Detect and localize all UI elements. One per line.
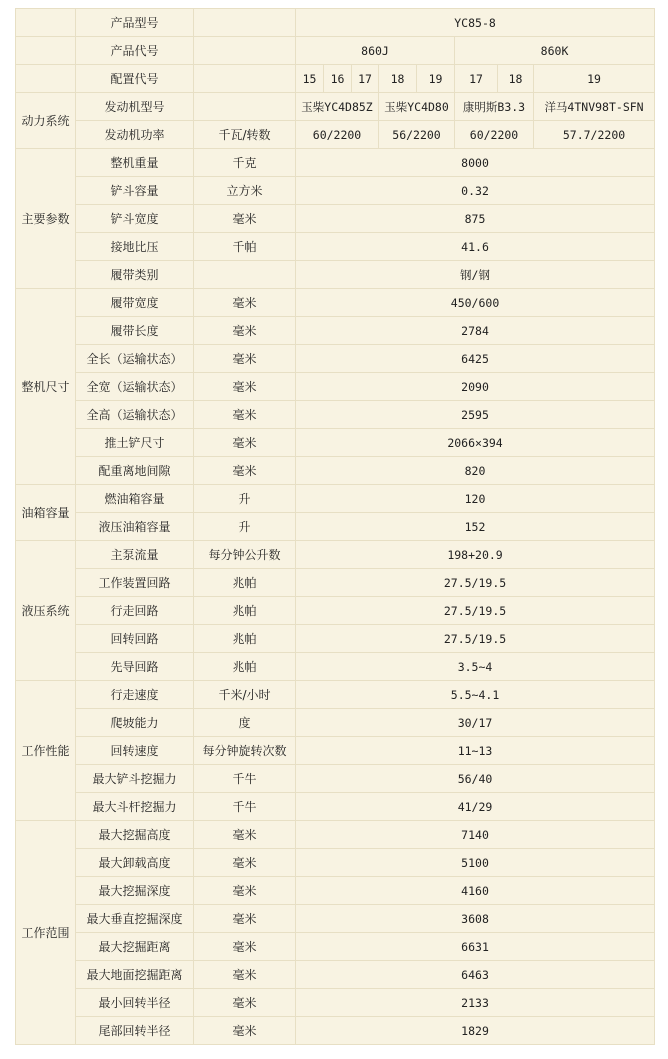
value-cell: 41/29 [296, 793, 655, 821]
unit-cell: 兆帕 [194, 569, 296, 597]
unit-cell [194, 65, 296, 93]
table-row [16, 961, 655, 989]
table-row [16, 261, 655, 289]
row-label: 产品代号 [76, 37, 194, 65]
row-label: 全长（运输状态） [76, 345, 194, 373]
group-cell [16, 9, 76, 37]
engine-value: 康明斯B3.3 [455, 93, 534, 121]
table-row [16, 541, 655, 569]
table-row [16, 877, 655, 905]
row-label: 最大垂直挖掘深度 [76, 905, 194, 933]
spec-table [15, 8, 655, 1045]
config-value: 17 [455, 65, 498, 93]
row-label: 最小回转半径 [76, 989, 194, 1017]
table-row [16, 401, 655, 429]
table-row [16, 569, 655, 597]
value-cell: 3.5~4 [296, 653, 655, 681]
unit-cell: 每分钟公升数 [194, 541, 296, 569]
value-cell: 2784 [296, 317, 655, 345]
group-label: 动力系统 [16, 93, 76, 149]
value-cell: 1829 [296, 1017, 655, 1045]
row-label: 履带宽度 [76, 289, 194, 317]
row-label: 行走回路 [76, 597, 194, 625]
unit-cell [194, 93, 296, 121]
row-label: 全宽（运输状态） [76, 373, 194, 401]
unit-cell [194, 9, 296, 37]
unit-cell: 毫米 [194, 401, 296, 429]
row-label: 履带类别 [76, 261, 194, 289]
table-row [16, 625, 655, 653]
row-label: 最大地面挖掘距离 [76, 961, 194, 989]
row-label: 最大卸载高度 [76, 849, 194, 877]
group-label: 油箱容量 [16, 485, 76, 541]
unit-cell: 千帕 [194, 233, 296, 261]
output-value: 57.7/2200 [534, 121, 655, 149]
value-cell: 2066×394 [296, 429, 655, 457]
code-value: 860K [455, 37, 655, 65]
row-label: 配置代号 [76, 65, 194, 93]
row-label: 工作装置回路 [76, 569, 194, 597]
value-cell: 7140 [296, 821, 655, 849]
row-label: 燃油箱容量 [76, 485, 194, 513]
value-cell: 27.5/19.5 [296, 597, 655, 625]
value-cell: 6425 [296, 345, 655, 373]
output-value: 56/2200 [379, 121, 455, 149]
unit-cell: 毫米 [194, 849, 296, 877]
value-cell: 120 [296, 485, 655, 513]
value-cell: 820 [296, 457, 655, 485]
table-row [16, 93, 655, 121]
model-value: YC85-8 [296, 9, 655, 37]
unit-cell: 毫米 [194, 373, 296, 401]
config-value: 19 [417, 65, 455, 93]
row-label: 爬坡能力 [76, 709, 194, 737]
unit-cell: 毫米 [194, 205, 296, 233]
config-value: 16 [324, 65, 352, 93]
value-cell: 6463 [296, 961, 655, 989]
row-label: 整机重量 [76, 149, 194, 177]
unit-cell: 千牛 [194, 793, 296, 821]
unit-cell: 毫米 [194, 457, 296, 485]
unit-cell: 兆帕 [194, 653, 296, 681]
table-row [16, 989, 655, 1017]
table-row [16, 373, 655, 401]
unit-cell: 毫米 [194, 1017, 296, 1045]
unit-cell: 毫米 [194, 429, 296, 457]
unit-cell: 毫米 [194, 821, 296, 849]
unit-cell: 千瓦/转数 [194, 121, 296, 149]
unit-cell: 毫米 [194, 933, 296, 961]
value-cell: 2090 [296, 373, 655, 401]
table-row [16, 65, 655, 93]
value-cell: 11~13 [296, 737, 655, 765]
value-cell: 2133 [296, 989, 655, 1017]
table-row [16, 121, 655, 149]
row-label: 履带长度 [76, 317, 194, 345]
unit-cell: 毫米 [194, 877, 296, 905]
table-row [16, 1017, 655, 1045]
value-cell: 56/40 [296, 765, 655, 793]
group-label: 主要参数 [16, 149, 76, 289]
unit-cell: 度 [194, 709, 296, 737]
output-value: 60/2200 [296, 121, 379, 149]
row-label: 回转速度 [76, 737, 194, 765]
unit-cell: 毫米 [194, 989, 296, 1017]
value-cell: 27.5/19.5 [296, 569, 655, 597]
table-row [16, 849, 655, 877]
row-label: 最大挖掘距离 [76, 933, 194, 961]
table-row [16, 205, 655, 233]
row-label: 最大挖掘高度 [76, 821, 194, 849]
config-value: 15 [296, 65, 324, 93]
config-value: 18 [498, 65, 534, 93]
table-row [16, 737, 655, 765]
table-row [16, 149, 655, 177]
unit-cell [194, 261, 296, 289]
row-label: 回转回路 [76, 625, 194, 653]
value-cell: 27.5/19.5 [296, 625, 655, 653]
table-row [16, 37, 655, 65]
value-cell: 450/600 [296, 289, 655, 317]
value-cell: 2595 [296, 401, 655, 429]
unit-cell: 毫米 [194, 345, 296, 373]
table-row [16, 793, 655, 821]
group-label: 液压系统 [16, 541, 76, 681]
spec-table-body [16, 9, 655, 1045]
row-label: 行走速度 [76, 681, 194, 709]
group-label: 整机尺寸 [16, 289, 76, 485]
row-label: 主泵流量 [76, 541, 194, 569]
row-label: 发动机型号 [76, 93, 194, 121]
unit-cell: 兆帕 [194, 625, 296, 653]
row-label: 最大斗杆挖掘力 [76, 793, 194, 821]
unit-cell: 千克 [194, 149, 296, 177]
table-row [16, 233, 655, 261]
config-value: 19 [534, 65, 655, 93]
value-cell: 8000 [296, 149, 655, 177]
table-row [16, 905, 655, 933]
value-cell: 5.5~4.1 [296, 681, 655, 709]
row-label: 发动机功率 [76, 121, 194, 149]
value-cell: 4160 [296, 877, 655, 905]
row-label: 产品型号 [76, 9, 194, 37]
value-cell: 5100 [296, 849, 655, 877]
table-row [16, 513, 655, 541]
unit-cell: 毫米 [194, 317, 296, 345]
value-cell: 0.32 [296, 177, 655, 205]
group-label: 工作范围 [16, 821, 76, 1045]
table-row [16, 485, 655, 513]
table-row [16, 317, 655, 345]
value-cell: 41.6 [296, 233, 655, 261]
engine-value: 玉柴YC4D80 [379, 93, 455, 121]
table-row [16, 429, 655, 457]
value-cell: 198+20.9 [296, 541, 655, 569]
spec-table-container [15, 8, 655, 1045]
row-label: 全高（运输状态） [76, 401, 194, 429]
engine-value: 玉柴YC4D85Z [296, 93, 379, 121]
table-row [16, 345, 655, 373]
unit-cell [194, 37, 296, 65]
unit-cell: 毫米 [194, 905, 296, 933]
group-cell [16, 37, 76, 65]
row-label: 配重离地间隙 [76, 457, 194, 485]
table-row [16, 765, 655, 793]
table-row [16, 289, 655, 317]
unit-cell: 千米/小时 [194, 681, 296, 709]
unit-cell: 升 [194, 513, 296, 541]
group-cell [16, 65, 76, 93]
unit-cell: 千牛 [194, 765, 296, 793]
row-label: 先导回路 [76, 653, 194, 681]
value-cell: 3608 [296, 905, 655, 933]
group-label: 工作性能 [16, 681, 76, 821]
row-label: 铲斗宽度 [76, 205, 194, 233]
unit-cell: 兆帕 [194, 597, 296, 625]
table-row [16, 709, 655, 737]
table-row [16, 597, 655, 625]
row-label: 液压油箱容量 [76, 513, 194, 541]
table-row [16, 9, 655, 37]
engine-value: 洋马4TNV98T-SFN [534, 93, 655, 121]
table-row [16, 457, 655, 485]
row-label: 接地比压 [76, 233, 194, 261]
unit-cell: 毫米 [194, 289, 296, 317]
output-value: 60/2200 [455, 121, 534, 149]
table-row [16, 933, 655, 961]
value-cell: 钢/钢 [296, 261, 655, 289]
table-row [16, 821, 655, 849]
row-label: 最大挖掘深度 [76, 877, 194, 905]
value-cell: 875 [296, 205, 655, 233]
unit-cell: 每分钟旋转次数 [194, 737, 296, 765]
table-row [16, 177, 655, 205]
config-value: 17 [352, 65, 379, 93]
row-label: 最大铲斗挖掘力 [76, 765, 194, 793]
value-cell: 6631 [296, 933, 655, 961]
row-label: 推土铲尺寸 [76, 429, 194, 457]
unit-cell: 毫米 [194, 961, 296, 989]
code-value: 860J [296, 37, 455, 65]
value-cell: 152 [296, 513, 655, 541]
table-row [16, 653, 655, 681]
table-row [16, 681, 655, 709]
row-label: 尾部回转半径 [76, 1017, 194, 1045]
unit-cell: 升 [194, 485, 296, 513]
value-cell: 30/17 [296, 709, 655, 737]
unit-cell: 立方米 [194, 177, 296, 205]
config-value: 18 [379, 65, 417, 93]
row-label: 铲斗容量 [76, 177, 194, 205]
